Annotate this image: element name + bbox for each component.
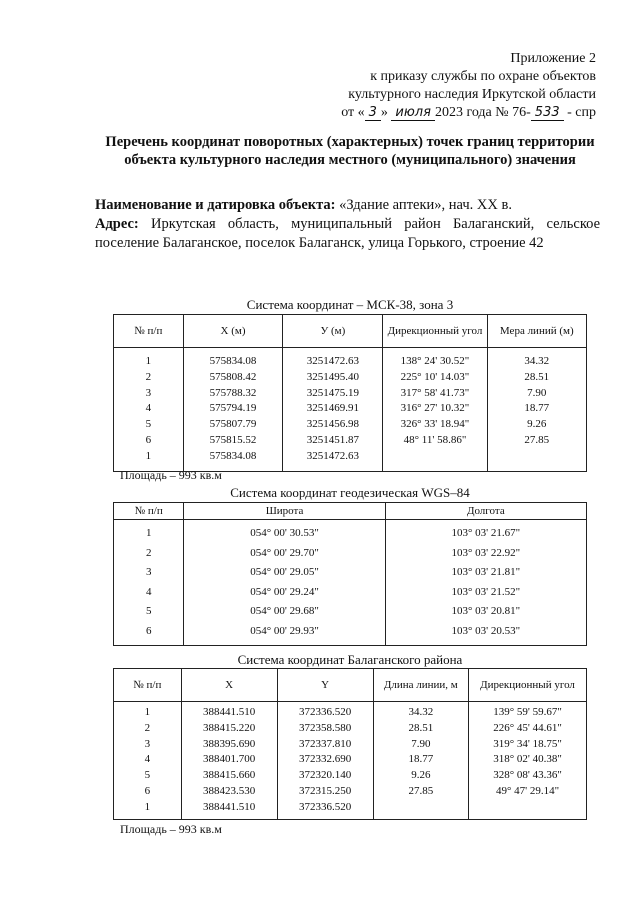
t1-y: 3251472.63 [306, 355, 359, 367]
t3-angle: 328° 08' 43.36" [493, 769, 562, 782]
t1-col-num [114, 348, 184, 472]
order-year: 2023 года № 76- [434, 105, 531, 120]
document-title: Перечень координат поворотных (характерных) точек границ территории объекта культурного наследия местного (муниципального) значения [105, 134, 595, 168]
table1-area: Площадь – 993 кв.м [120, 468, 222, 482]
t3-length: 34.32 [408, 706, 434, 718]
t1-angle: 316° 27' 10.32" [400, 402, 470, 415]
object-address-value: Иркутская область, муниципальный район Балаганский, сельское поселение Балаганское, поселок Балаганск, улица Горького, строение 42 [95, 216, 601, 251]
object-address-label: Адрес: [95, 216, 139, 232]
t1-x: 575794.19 [209, 402, 257, 415]
t1-y: 3251469.91 [306, 402, 359, 415]
t3-y: 372320.140 [298, 769, 352, 782]
t1-num: 1 [145, 355, 152, 367]
t3-x: 388401.700 [203, 753, 256, 766]
t2-header-lon: Долгота [385, 503, 586, 520]
t1-length: 27.85 [524, 433, 550, 446]
t1-header-x: X (м) [183, 315, 283, 348]
t1-y: 3251451.87 [306, 433, 359, 446]
t3-y: 372337.810 [298, 737, 352, 750]
t1-angle: 225° 10' 14.03" [400, 370, 470, 383]
t3-y: 372336.520 [298, 706, 352, 718]
t3-header-angle: Дирекционный угол [469, 669, 587, 702]
t2-lat: 054° 00' 29.70" [250, 546, 319, 559]
t2-lat: 054° 00' 29.05" [250, 566, 319, 578]
t1-header-angle: Дирекционный угол [383, 315, 487, 348]
t2-lon: 103° 03' 20.81" [451, 605, 521, 617]
order-day: 3 [365, 105, 381, 121]
t3-num: 1 [144, 706, 151, 718]
t2-num: 4 [145, 585, 152, 598]
object-address-line [95, 215, 600, 253]
t2-lat: 054° 00' 30.53" [250, 527, 319, 539]
t2-num: 6 [145, 624, 152, 637]
t3-num: 5 [144, 769, 151, 782]
order-suffix: - спр [567, 105, 596, 120]
t3-col-num [114, 702, 182, 820]
t1-num: 3 [145, 386, 152, 399]
t1-num: 1 [145, 449, 152, 462]
t2-lon: 103° 03' 21.67" [451, 527, 521, 539]
t1-length: 34.32 [524, 355, 550, 367]
t1-x: 575807.79 [209, 418, 257, 431]
appendix-line-2: к приказу службы по охране объектов [370, 69, 596, 84]
t2-num: 1 [145, 527, 152, 539]
t2-num: 5 [145, 605, 152, 617]
t1-length: 9.26 [527, 418, 547, 431]
t2-lat: 054° 00' 29.68" [250, 605, 319, 617]
t3-y: 372358.580 [298, 721, 352, 734]
t3-y: 372332.690 [298, 753, 352, 766]
t1-header-num: № п/п [114, 315, 184, 348]
t3-length: 7.90 [411, 737, 431, 750]
table3-caption: Система координат Балаганского района [237, 652, 463, 667]
t3-y: 372336.520 [298, 800, 352, 813]
t3-angle: 139° 59' 59.67" [493, 706, 562, 718]
t3-x: 388395.690 [203, 737, 256, 750]
t3-x: 388423.530 [203, 784, 256, 797]
t1-length: 7.90 [527, 386, 547, 399]
t2-header-num: № п/п [114, 503, 184, 520]
t3-col-angle [469, 702, 587, 820]
object-name-label: Наименование и датировка объекта: [95, 197, 336, 213]
t2-col-lat [184, 520, 385, 646]
t3-x: 388441.510 [203, 800, 256, 813]
table-wgs84 [113, 502, 587, 646]
t1-header-length: Мера линий (м) [487, 315, 586, 348]
t3-length: 27.85 [408, 784, 434, 797]
t1-x: 575788.32 [209, 386, 257, 399]
t3-header-y: Y [277, 669, 373, 702]
t3-x: 388415.660 [203, 769, 256, 782]
t1-y: 3251475.19 [306, 386, 359, 399]
t3-col-y [277, 702, 373, 820]
t1-x: 575808.42 [209, 370, 257, 383]
order-month: июля [391, 105, 435, 121]
t3-length: 28.51 [408, 721, 434, 734]
t2-lon: 103° 03' 21.52" [451, 585, 521, 598]
t3-y: 372315.250 [298, 784, 352, 797]
t3-angle: 226° 45' 44.61" [493, 721, 562, 734]
t2-lon: 103° 03' 22.92" [451, 546, 521, 559]
t3-angle: 318° 02' 40.38" [493, 753, 562, 766]
t1-y: 3251472.63 [306, 449, 359, 462]
t3-x: 388415.220 [203, 721, 256, 734]
t1-col-x [183, 348, 283, 472]
t1-num: 4 [145, 402, 152, 415]
t3-num: 3 [144, 737, 151, 750]
t3-num: 6 [144, 784, 151, 797]
order-number: 533 [531, 105, 564, 121]
table2-caption: Система координат геодезическая WGS–84 [230, 485, 470, 500]
t3-col-x [181, 702, 277, 820]
t1-angle: 138° 24' 30.52" [400, 355, 470, 367]
t1-num: 2 [145, 370, 152, 383]
date-mid: » [380, 105, 388, 120]
t1-header-y: У (м) [283, 315, 383, 348]
t3-header-num: № п/п [114, 669, 182, 702]
t2-lat: 054° 00' 29.93" [250, 624, 319, 637]
t1-col-angle [383, 348, 487, 472]
t2-lon: 103° 03' 20.53" [451, 624, 521, 637]
t3-num: 2 [144, 721, 151, 734]
t1-length: 18.77 [524, 402, 550, 415]
object-description [95, 196, 600, 253]
t2-num: 3 [145, 566, 152, 578]
t1-x: 575834.08 [209, 449, 257, 462]
t2-lat: 054° 00' 29.24" [250, 585, 319, 598]
t1-angle: 326° 33' 18.94" [400, 418, 470, 431]
t3-x: 388441.510 [203, 706, 256, 718]
appendix-header [341, 50, 596, 122]
t1-col-length [487, 348, 586, 472]
table3-area: Площадь – 993 кв.м [120, 822, 222, 836]
t3-header-x: X [181, 669, 277, 702]
table-msk38 [113, 314, 587, 472]
t3-header-length: Длина линии, м [373, 669, 468, 702]
t3-num: 1 [144, 800, 151, 813]
appendix-line-1: Приложение 2 [510, 51, 596, 66]
t1-y: 3251456.98 [306, 418, 359, 431]
t1-angle: 317° 58' 41.73" [400, 386, 470, 399]
table1-caption: Система координат – МСК-38, зона 3 [246, 297, 454, 312]
date-prefix: от « [341, 105, 365, 120]
appendix-line-3: культурного наследия Иркутской области [348, 87, 596, 102]
t2-header-lat: Широта [184, 503, 385, 520]
t1-angle: 48° 11' 58.86" [403, 433, 467, 446]
t3-angle: 319° 34' 18.75" [493, 737, 562, 750]
object-name-value: «Здание аптеки», нач. XX в. [339, 197, 512, 213]
t1-y: 3251495.40 [306, 370, 359, 383]
t3-length: 18.77 [408, 753, 434, 766]
t3-length: 9.26 [411, 769, 431, 782]
t3-num: 4 [144, 753, 151, 766]
t1-col-y [283, 348, 383, 472]
table-balagansky [113, 668, 587, 820]
order-date-line [341, 104, 596, 122]
t1-num: 5 [145, 418, 152, 431]
t3-angle: 49° 47' 29.14" [495, 784, 560, 797]
t2-lon: 103° 03' 21.81" [451, 566, 521, 578]
t1-x: 575815.52 [209, 433, 257, 446]
t2-col-num [114, 520, 184, 646]
t1-length: 28.51 [524, 370, 550, 383]
t2-col-lon [385, 520, 586, 646]
t1-num: 6 [145, 433, 152, 446]
t3-col-length [373, 702, 468, 820]
object-name-line [95, 196, 600, 215]
t1-x: 575834.08 [209, 355, 257, 367]
t2-num: 2 [145, 546, 152, 559]
